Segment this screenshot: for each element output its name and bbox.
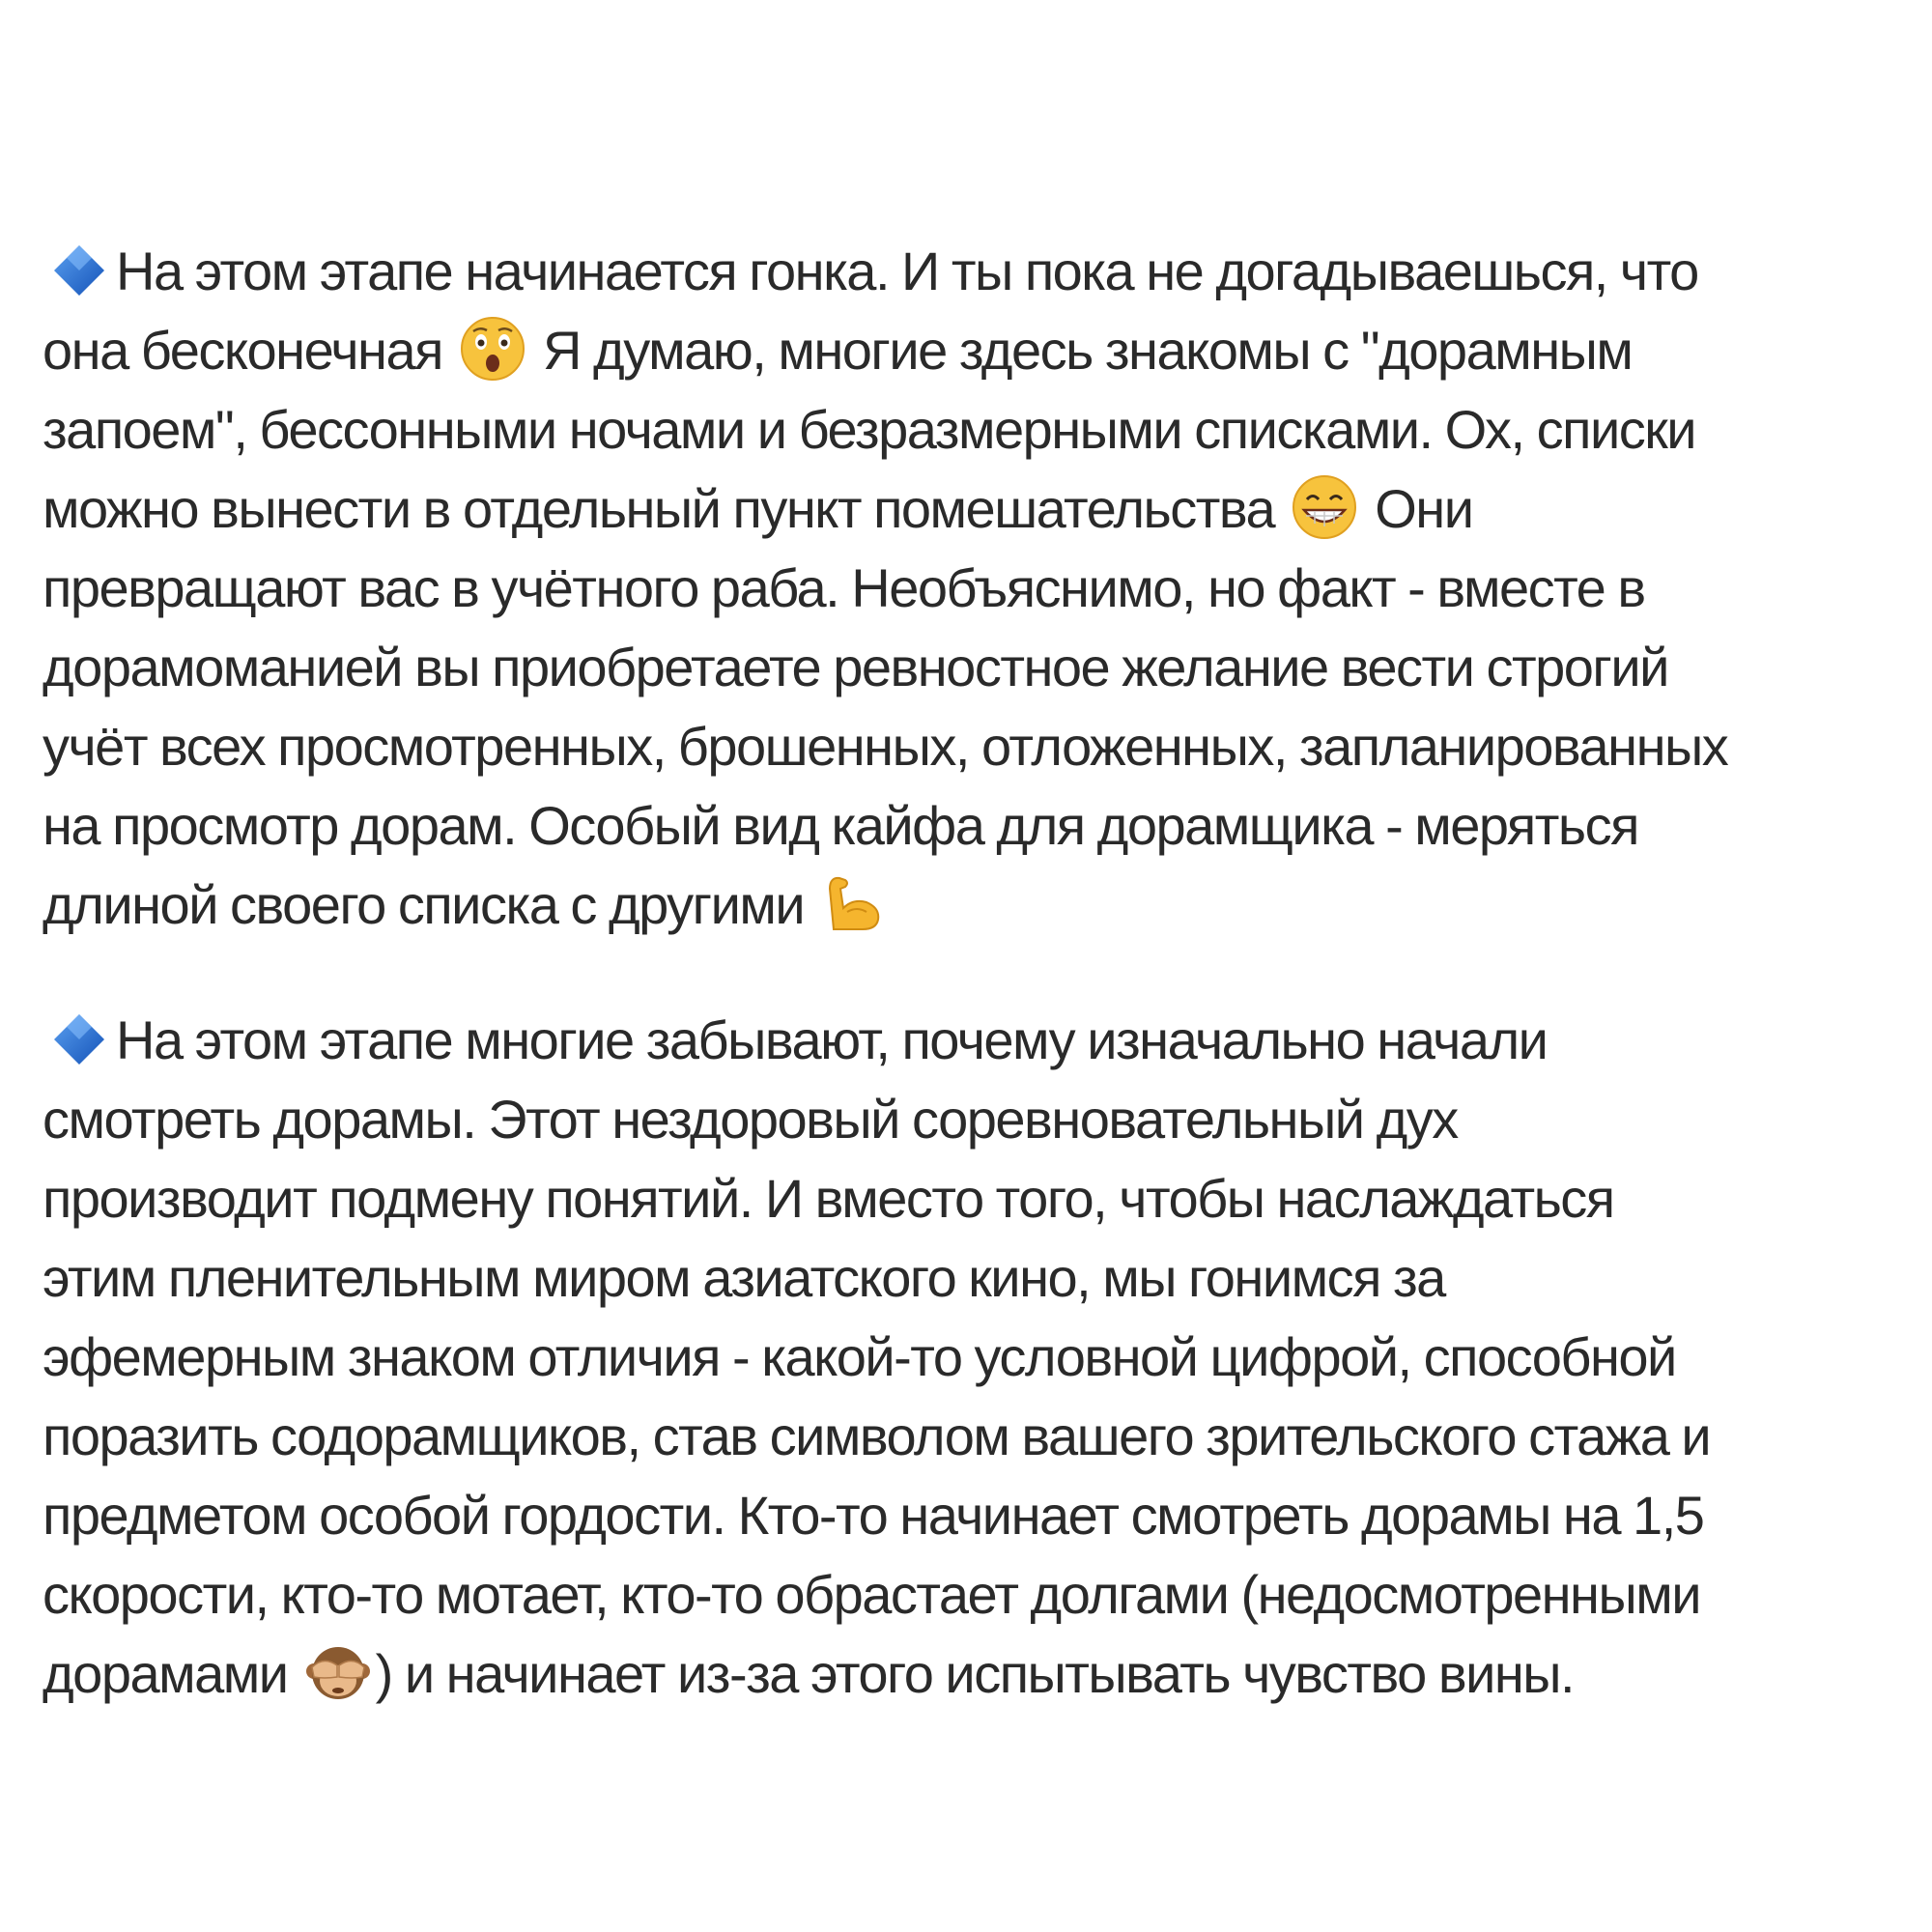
line-text: она бесконечная [43,320,442,381]
line-text: запоем", бессонными ночами и безразмерными списками. Ох, списки [43,399,1696,460]
line-text: Я думаю, многие здесь знакомы с "дорамным [543,320,1633,381]
text-line [43,1476,1889,1555]
line-text: дорамоманией вы приобретаете ревностное желание вести строгий [43,637,1668,697]
paragraph-1 [43,232,1889,945]
text-line [43,1159,1889,1238]
blue-diamond-icon [50,1010,108,1068]
line-text: дорамами [43,1643,288,1704]
blue-diamond-icon [50,242,108,299]
paragraph-2 [43,1001,1889,1714]
see-no-evil-monkey-emoji [304,1638,372,1706]
text-line [43,390,1889,469]
text-line [43,1080,1889,1159]
line-text: Они [1375,478,1473,539]
line-text: ) и начинает из-за этого испытывать чувство вины. [375,1643,1575,1704]
line-text: На этом этапе многие забывают, почему изначально начали [116,1009,1548,1070]
flexed-biceps-emoji [820,869,888,937]
line-text: этим пленительным миром азиатского кино, мы гонимся за [43,1247,1445,1308]
astonished-face-emoji [459,315,526,383]
text-line [43,311,1889,390]
line-text: можно вынести в отдельный пункт помешательства [43,478,1275,539]
text-line [43,1397,1889,1476]
line-text: эфемерным знаком отличия - какой-то условной цифрой, способной [43,1326,1676,1387]
line-text: скорости, кто-то мотает, кто-то обрастает долгами (недосмотренными [43,1564,1701,1625]
line-text: длиной своего списка с другими [43,874,805,935]
line-text: На этом этапе начинается гонка. И ты пока не догадываешься, что [116,241,1698,301]
line-text: смотреть дорамы. Этот нездоровый соревновательный дух [43,1089,1458,1150]
text-line [43,1238,1889,1318]
text-line [43,549,1889,628]
line-text: учёт всех просмотренных, брошенных, отложенных, запланированных [43,716,1728,777]
text-line [43,1634,1889,1714]
line-text: предметом особой гордости. Кто-то начинает смотреть дорамы на 1,5 [43,1485,1704,1546]
text-line [43,628,1889,707]
line-text: производит подмену понятий. И вместо того, чтобы наслаждаться [43,1168,1614,1229]
text-line [43,1555,1889,1634]
beaming-face-emoji [1291,473,1358,541]
text-line [43,1318,1889,1397]
post-text [43,232,1889,1714]
text-line [43,707,1889,786]
text-line [43,786,1889,866]
text-line [43,469,1889,549]
line-text: на просмотр дорам. Особый вид кайфа для дорамщика - меряться [43,795,1638,856]
line-text: превращают вас в учётного раба. Необъяснимо, но факт - вместе в [43,557,1645,618]
text-line [43,1001,1889,1080]
text-line [43,232,1889,311]
line-text: поразить содорамщиков, став символом вашего зрительского стажа и [43,1406,1711,1466]
text-line [43,866,1889,945]
